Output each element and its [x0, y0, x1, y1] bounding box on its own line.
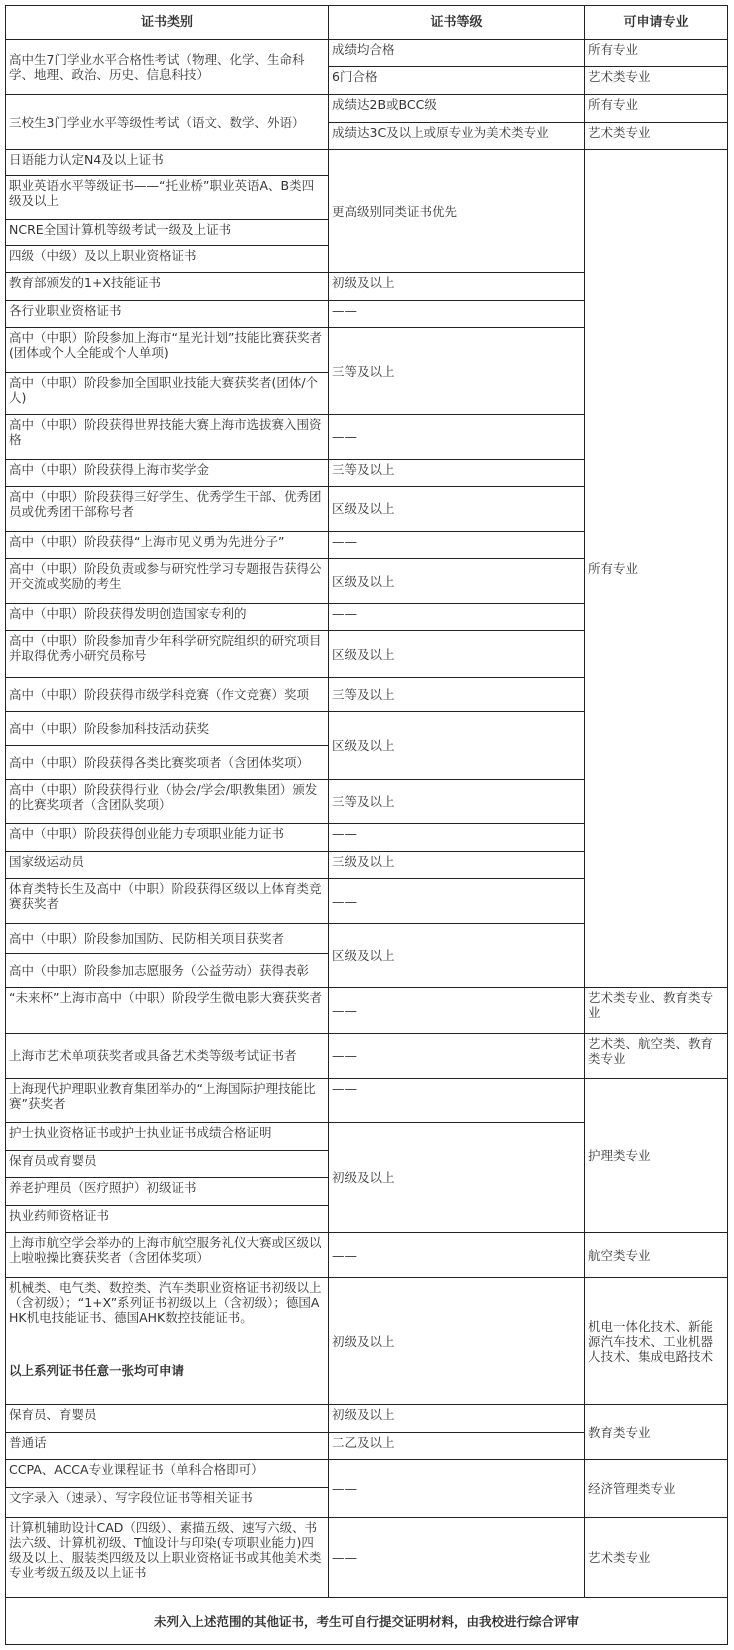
header-eligible-major: 可申请专业 — [585, 6, 728, 40]
major-cell: 所有专业 — [585, 39, 728, 67]
cert-cell: 保育员或育婴员 — [6, 1150, 329, 1178]
cert-cell: “未来杯”上海市高中（中职）阶段学生微电影大赛获奖者 — [6, 987, 329, 1034]
level-cell: 成绩达2B或BCC级 — [329, 95, 585, 123]
cert-cell — [6, 1277, 329, 1404]
level-cell: 成绩达3C及以上或原专业为美术类专业 — [329, 122, 585, 150]
cert-cell: 教育部颁发的1+X技能证书 — [6, 273, 329, 301]
major-cell: 机电一体化技术、新能源汽车技术、工业机器人技术、集成电路技术 — [585, 1277, 728, 1404]
cert-cell: 高中（中职）阶段获得创业能力专项职业能力证书 — [6, 824, 329, 852]
cert-cell: CCPA、ACCA专业课程证书（单科合格即可） — [6, 1460, 329, 1488]
cert-cell: 高中（中职）阶段参加上海市“星光计划”技能比赛获奖者(团体或个人全能或个人单项) — [6, 328, 329, 373]
cert-cell: 高中生7门学业水平合格性考试（物理、化学、生命科学、地理、政治、历史、信息科技） — [6, 39, 329, 94]
cert-cell: 文字录入（速录）、写字段位证书等相关证书 — [6, 1487, 329, 1517]
level-cell: —— — [329, 987, 585, 1034]
major-cell: 护理类专业 — [585, 1078, 728, 1233]
cert-cell: 三校生3门学业水平等级性考试（语文、数学、外语） — [6, 95, 329, 150]
level-cell: —— — [329, 879, 585, 924]
cert-cell: 国家级运动员 — [6, 851, 329, 879]
level-cell: —— — [329, 1233, 585, 1278]
certificate-table — [5, 5, 728, 1645]
major-cell: 艺术类专业 — [585, 122, 728, 150]
major-cell: 艺术类专业 — [585, 67, 728, 95]
cert-text: 机械类、电气类、数控类、汽车类职业资格证书初级以上（含初级）；“1+X”系列证书初级以上（含初级）；德国AHK机电技能证书、德国AHK数控技能证书。 — [9, 1279, 322, 1325]
level-cell: 三等及以上 — [329, 459, 585, 487]
level-cell: —— — [329, 603, 585, 631]
cert-cell: 计算机辅助设计CAD（四级）、素描五级、速写六级、书法六级、计算机初级、T恤设计与印染(专项职业能力)四级及以上、服装类四级及以上职业资格证书或其他美术类专业考级五级及以上证书 — [6, 1517, 329, 1598]
level-cell: 区级及以上 — [329, 711, 585, 779]
level-cell: —— — [329, 415, 585, 460]
level-cell: —— — [329, 824, 585, 852]
cert-cell: 上海现代护理职业教育集团举办的“上海国际护理技能比赛”获奖者 — [6, 1078, 329, 1123]
major-cell: 艺术类、航空类、教育类专业 — [585, 1034, 728, 1079]
level-cell: 三等及以上 — [329, 678, 585, 712]
cert-cell: 高中（中职）阶段获得市级学科竞赛（作文竞赛）奖项 — [6, 678, 329, 712]
cert-cell: 高中（中职）阶段获得“上海市见义勇为先进分子” — [6, 531, 329, 559]
header-cert-level: 证书等级 — [329, 6, 585, 40]
cert-note: 以上系列证书任意一张均可申请 — [9, 1362, 185, 1378]
cert-cell: 高中（中职）阶段参加青少年科学研究院组织的研究项目并取得优秀小研究员称号 — [6, 631, 329, 678]
level-cell: 三级及以上 — [329, 851, 585, 879]
cert-cell: 高中（中职）阶段参加国防、民防相关项目获奖者 — [6, 923, 329, 953]
level-cell: 初级及以上 — [329, 1277, 585, 1404]
major-cell: 艺术类专业、教育类专业 — [585, 987, 728, 1034]
level-cell: 三等及以上 — [329, 328, 585, 415]
cert-cell: 高中（中职）阶段获得上海市奖学金 — [6, 459, 329, 487]
level-cell: —— — [329, 1460, 585, 1517]
level-cell: 区级及以上 — [329, 923, 585, 987]
cert-cell: 高中（中职）阶段负责或参与研究性学习专题报告获得公开交流或奖励的考生 — [6, 559, 329, 604]
footer-note: 未列入上述范围的其他证书，考生可自行提交证明材料，由我校进行综合评审 — [6, 1598, 728, 1645]
cert-cell: 保育员、育婴员 — [6, 1405, 329, 1433]
cert-cell: 高中（中职）阶段获得行业（协会/学会/职教集团）颁发的比赛奖项者（含团队奖项） — [6, 779, 329, 824]
level-cell: 二乙及以上 — [329, 1432, 585, 1460]
cert-cell: 养老护理员（医疗照护）初级证书 — [6, 1178, 329, 1206]
header-cert-category: 证书类别 — [6, 6, 329, 40]
cert-cell: 体育类特长生及高中（中职）阶段获得区级以上体育类竞赛获奖者 — [6, 879, 329, 924]
cert-cell: 高中（中职）阶段获得三好学生、优秀学生干部、优秀团员或优秀团干部称号者 — [6, 487, 329, 532]
level-cell: 初级及以上 — [329, 1405, 585, 1433]
level-cell: 三等及以上 — [329, 779, 585, 824]
major-cell: 所有专业 — [585, 150, 728, 987]
cert-cell: 高中（中职）阶段参加志愿服务（公益劳动）获得表彰 — [6, 953, 329, 987]
cert-cell: 高中（中职）阶段获得世界技能大赛上海市选拔赛入围资格 — [6, 415, 329, 460]
major-cell: 所有专业 — [585, 95, 728, 123]
cert-cell: 护士执业资格证书或护士执业证书成绩合格证明 — [6, 1123, 329, 1151]
level-cell: 成绩均合格 — [329, 39, 585, 67]
major-cell: 经济管理类专业 — [585, 1460, 728, 1517]
cert-cell: 职业英语水平等级证书——“托业桥”职业英语A、B类四级及以上 — [6, 175, 329, 220]
cert-cell: 上海市航空学会举办的上海市航空服务礼仪大赛或区级以上啦啦操比赛获奖者（含团体奖项） — [6, 1233, 329, 1278]
cert-cell: 各行业职业资格证书 — [6, 300, 329, 328]
cert-cell: 高中（中职）阶段参加全国职业技能大赛获奖者(团体/个人) — [6, 372, 329, 414]
cert-cell: 日语能力认定N4及以上证书 — [6, 150, 329, 175]
level-cell: —— — [329, 1078, 585, 1123]
cert-cell: 普通话 — [6, 1432, 329, 1460]
major-cell: 艺术类专业 — [585, 1517, 728, 1598]
level-cell: 更高级别同类证书优先 — [329, 150, 585, 273]
major-cell: 航空类专业 — [585, 1233, 728, 1278]
cert-cell: 高中（中职）阶段参加科技活动获奖 — [6, 711, 329, 745]
level-cell: 区级及以上 — [329, 487, 585, 532]
level-cell: 区级及以上 — [329, 559, 585, 604]
level-cell: 初级及以上 — [329, 1123, 585, 1233]
cert-cell: 上海市艺术单项获奖者或具备艺术类等级考试证书者 — [6, 1034, 329, 1079]
cert-cell: 高中（中职）阶段获得发明创造国家专利的 — [6, 603, 329, 631]
level-cell: —— — [329, 1517, 585, 1598]
level-cell: —— — [329, 300, 585, 328]
major-cell: 教育类专业 — [585, 1405, 728, 1460]
level-cell: —— — [329, 1034, 585, 1079]
cert-cell: NCRE全国计算机等级考试一级及上证书 — [6, 220, 329, 245]
cert-cell: 执业药师资格证书 — [6, 1205, 329, 1233]
level-cell: —— — [329, 531, 585, 559]
level-cell: 6门合格 — [329, 67, 585, 95]
level-cell: 区级及以上 — [329, 631, 585, 678]
level-cell: 初级及以上 — [329, 273, 585, 301]
cert-cell: 四级（中级）及以上职业资格证书 — [6, 245, 329, 273]
cert-cell: 高中（中职）阶段获得各类比赛奖项者（含团体奖项） — [6, 745, 329, 779]
